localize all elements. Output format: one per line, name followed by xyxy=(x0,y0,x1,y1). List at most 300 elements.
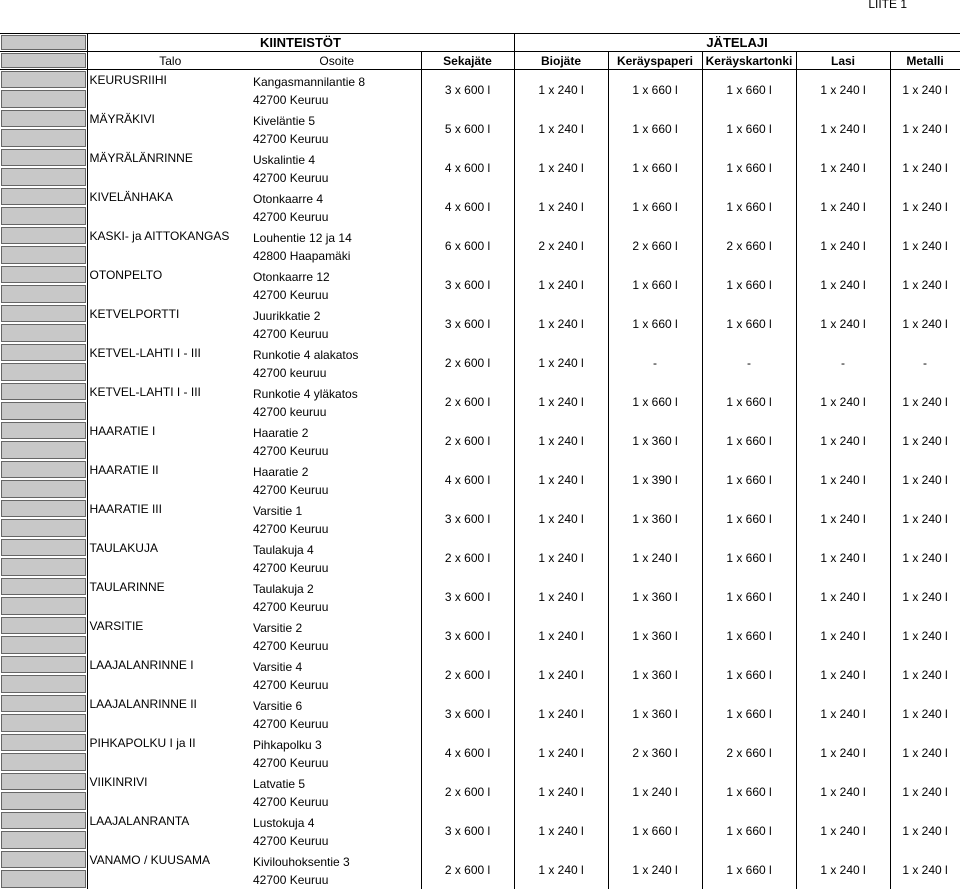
keraykartonki-cell: - xyxy=(702,343,796,382)
keraykartonki-cell: 1 x 660 l xyxy=(702,811,796,850)
column-header-talo: Talo xyxy=(87,52,253,70)
metalli-cell: 1 x 240 l xyxy=(890,655,960,694)
lasi-cell: 1 x 240 l xyxy=(796,616,890,655)
lasi-cell: 1 x 240 l xyxy=(796,577,890,616)
talo-cell: KETVEL-LAHTI I - III xyxy=(87,382,253,421)
side-cell xyxy=(0,694,87,733)
sekajate-cell: 4 x 600 l xyxy=(421,148,514,187)
keraykartonki-cell: 1 x 660 l xyxy=(702,109,796,148)
osoite-cell xyxy=(253,694,421,733)
metalli-cell: 1 x 240 l xyxy=(890,70,960,110)
biojate-cell: 1 x 240 l xyxy=(514,538,608,577)
side-header-cell xyxy=(0,34,87,52)
table-row xyxy=(0,850,960,889)
group-header-jatelaji: JÄTELAJI xyxy=(514,34,960,52)
row-marker xyxy=(1,305,86,322)
biojate-cell: 1 x 240 l xyxy=(514,811,608,850)
row-marker xyxy=(1,578,86,595)
metalli-cell: 1 x 240 l xyxy=(890,226,960,265)
talo-cell: TAULARINNE xyxy=(87,577,253,616)
keraypaperi-cell: 1 x 360 l xyxy=(608,616,702,655)
postal-city: 42700 Keuruu xyxy=(253,598,421,616)
postal-city: 42700 keuruu xyxy=(253,403,421,421)
sekajate-cell: 3 x 600 l xyxy=(421,694,514,733)
sekajate-cell: 2 x 600 l xyxy=(421,421,514,460)
keraypaperi-cell: 1 x 660 l xyxy=(608,148,702,187)
metalli-cell: 1 x 240 l xyxy=(890,421,960,460)
metalli-cell: 1 x 240 l xyxy=(890,382,960,421)
postal-city: 42700 Keuruu xyxy=(253,832,421,850)
row-marker xyxy=(1,636,86,654)
row-marker xyxy=(1,870,86,888)
column-header-biojate: Biojäte xyxy=(514,52,608,70)
side-cell xyxy=(0,148,87,187)
row-marker xyxy=(1,227,86,244)
header-group-row xyxy=(0,34,960,52)
lasi-cell: 1 x 240 l xyxy=(796,421,890,460)
metalli-cell: 1 x 240 l xyxy=(890,811,960,850)
postal-city: 42700 Keuruu xyxy=(253,169,421,187)
row-marker xyxy=(1,324,86,342)
postal-city: 42800 Haapamäki xyxy=(253,247,421,265)
biojate-cell: 1 x 240 l xyxy=(514,304,608,343)
biojate-cell: 1 x 240 l xyxy=(514,694,608,733)
row-marker xyxy=(1,695,86,712)
sekajate-cell: 4 x 600 l xyxy=(421,187,514,226)
row-marker xyxy=(1,480,86,498)
lasi-cell: 1 x 240 l xyxy=(796,460,890,499)
sekajate-cell: 4 x 600 l xyxy=(421,460,514,499)
metalli-cell: 1 x 240 l xyxy=(890,694,960,733)
keraypaperi-cell: 2 x 360 l xyxy=(608,733,702,772)
keraypaperi-cell: 1 x 660 l xyxy=(608,187,702,226)
sekajate-cell: 2 x 600 l xyxy=(421,850,514,889)
lasi-cell: 1 x 240 l xyxy=(796,304,890,343)
osoite-cell xyxy=(253,421,421,460)
street-address: Varsitie 2 xyxy=(253,619,421,637)
osoite-cell xyxy=(253,811,421,850)
keraykartonki-cell: 2 x 660 l xyxy=(702,733,796,772)
metalli-cell: - xyxy=(890,343,960,382)
sekajate-cell: 2 x 600 l xyxy=(421,655,514,694)
biojate-cell: 1 x 240 l xyxy=(514,772,608,811)
lasi-cell: 1 x 240 l xyxy=(796,733,890,772)
street-address: Varsitie 4 xyxy=(253,658,421,676)
table-row xyxy=(0,265,960,304)
sekajate-cell: 3 x 600 l xyxy=(421,70,514,110)
lasi-cell: 1 x 240 l xyxy=(796,772,890,811)
row-marker xyxy=(1,422,86,439)
biojate-cell: 1 x 240 l xyxy=(514,148,608,187)
sekajate-cell: 2 x 600 l xyxy=(421,343,514,382)
sekajate-cell: 2 x 600 l xyxy=(421,538,514,577)
keraykartonki-cell: 1 x 660 l xyxy=(702,772,796,811)
column-header-keraykartonki: Keräyskartonki xyxy=(702,52,796,70)
lasi-cell: 1 x 240 l xyxy=(796,187,890,226)
postal-city: 42700 Keuruu xyxy=(253,715,421,733)
table-row xyxy=(0,733,960,772)
biojate-cell: 1 x 240 l xyxy=(514,850,608,889)
row-marker xyxy=(1,344,86,361)
side-cell xyxy=(0,733,87,772)
keraypaperi-cell: 1 x 360 l xyxy=(608,694,702,733)
keraypaperi-cell: 1 x 240 l xyxy=(608,538,702,577)
sekajate-cell: 3 x 600 l xyxy=(421,811,514,850)
row-marker xyxy=(1,188,86,205)
row-marker xyxy=(1,168,86,186)
talo-cell: VIIKINRIVI xyxy=(87,772,253,811)
talo-cell: LAAJALANRINNE II xyxy=(87,694,253,733)
metalli-cell: 1 x 240 l xyxy=(890,499,960,538)
metalli-cell: 1 x 240 l xyxy=(890,148,960,187)
metalli-cell: 1 x 240 l xyxy=(890,109,960,148)
keraykartonki-cell: 1 x 660 l xyxy=(702,382,796,421)
osoite-cell xyxy=(253,538,421,577)
street-address: Varsitie 1 xyxy=(253,502,421,520)
row-marker xyxy=(1,363,86,381)
talo-cell: TAULAKUJA xyxy=(87,538,253,577)
table-row xyxy=(0,343,960,382)
table-row xyxy=(0,148,960,187)
street-address: Uskalintie 4 xyxy=(253,151,421,169)
keraykartonki-cell: 1 x 660 l xyxy=(702,70,796,110)
osoite-cell xyxy=(253,460,421,499)
side-cell xyxy=(0,499,87,538)
talo-cell: LAAJALANRANTA xyxy=(87,811,253,850)
biojate-cell: 2 x 240 l xyxy=(514,226,608,265)
row-marker xyxy=(1,812,86,829)
street-address: Taulakuja 2 xyxy=(253,580,421,598)
postal-city: 42700 Keuruu xyxy=(253,286,421,304)
street-address: Latvatie 5 xyxy=(253,775,421,793)
row-marker xyxy=(1,617,86,634)
lasi-cell: - xyxy=(796,343,890,382)
row-marker xyxy=(1,53,86,68)
street-address: Runkotie 4 alakatos xyxy=(253,346,421,364)
metalli-cell: 1 x 240 l xyxy=(890,772,960,811)
side-cell xyxy=(0,421,87,460)
table-row xyxy=(0,460,960,499)
metalli-cell: 1 x 240 l xyxy=(890,577,960,616)
keraykartonki-cell: 1 x 660 l xyxy=(702,265,796,304)
sekajate-cell: 2 x 600 l xyxy=(421,772,514,811)
table-row xyxy=(0,811,960,850)
row-marker xyxy=(1,753,86,771)
postal-city: 42700 Keuruu xyxy=(253,637,421,655)
row-marker xyxy=(1,461,86,478)
sekajate-cell: 3 x 600 l xyxy=(421,265,514,304)
side-cell xyxy=(0,616,87,655)
talo-cell: VANAMO / KUUSAMA xyxy=(87,850,253,889)
row-marker xyxy=(1,149,86,166)
postal-city: 42700 Keuruu xyxy=(253,442,421,460)
sekajate-cell: 3 x 600 l xyxy=(421,577,514,616)
biojate-cell: 1 x 240 l xyxy=(514,460,608,499)
metalli-cell: 1 x 240 l xyxy=(890,850,960,889)
column-header-lasi: Lasi xyxy=(796,52,890,70)
postal-city: 42700 Keuruu xyxy=(253,676,421,694)
osoite-cell xyxy=(253,382,421,421)
osoite-cell xyxy=(253,304,421,343)
keraykartonki-cell: 1 x 660 l xyxy=(702,304,796,343)
osoite-cell xyxy=(253,772,421,811)
biojate-cell: 1 x 240 l xyxy=(514,616,608,655)
keraypaperi-cell: 1 x 240 l xyxy=(608,850,702,889)
postal-city: 42700 Keuruu xyxy=(253,754,421,772)
sekajate-cell: 3 x 600 l xyxy=(421,616,514,655)
keraypaperi-cell: 1 x 660 l xyxy=(608,265,702,304)
row-marker xyxy=(1,207,86,225)
table-row xyxy=(0,382,960,421)
side-cell xyxy=(0,460,87,499)
sekajate-cell: 4 x 600 l xyxy=(421,733,514,772)
osoite-cell xyxy=(253,655,421,694)
side-cell xyxy=(0,850,87,889)
table-row xyxy=(0,226,960,265)
talo-cell: PIHKAPOLKU I ja II xyxy=(87,733,253,772)
talo-cell: OTONPELTO xyxy=(87,265,253,304)
postal-city: 42700 Keuruu xyxy=(253,91,421,109)
column-header-keraypaperi: Keräyspaperi xyxy=(608,52,702,70)
table-row xyxy=(0,694,960,733)
side-cell xyxy=(0,304,87,343)
keraypaperi-cell: 1 x 660 l xyxy=(608,304,702,343)
biojate-cell: 1 x 240 l xyxy=(514,421,608,460)
postal-city: 42700 Keuruu xyxy=(253,481,421,499)
street-address: Louhentie 12 ja 14 xyxy=(253,229,421,247)
street-address: Otonkaarre 4 xyxy=(253,190,421,208)
keraypaperi-cell: 1 x 660 l xyxy=(608,382,702,421)
row-marker xyxy=(1,714,86,732)
side-cell xyxy=(0,226,87,265)
row-marker xyxy=(1,402,86,420)
row-marker xyxy=(1,851,86,868)
row-marker xyxy=(1,519,86,537)
keraykartonki-cell: 1 x 660 l xyxy=(702,187,796,226)
talo-cell: MÄYRÄKIVI xyxy=(87,109,253,148)
postal-city: 42700 Keuruu xyxy=(253,520,421,538)
keraypaperi-cell: 1 x 660 l xyxy=(608,109,702,148)
talo-cell: KEURUSRIIHI xyxy=(87,70,253,110)
side-cell xyxy=(0,187,87,226)
keraypaperi-cell: 1 x 360 l xyxy=(608,655,702,694)
keraypaperi-cell: 1 x 390 l xyxy=(608,460,702,499)
side-header-cell xyxy=(0,52,87,70)
keraykartonki-cell: 2 x 660 l xyxy=(702,226,796,265)
postal-city: 42700 Keuruu xyxy=(253,559,421,577)
side-cell xyxy=(0,538,87,577)
lasi-cell: 1 x 240 l xyxy=(796,382,890,421)
osoite-cell xyxy=(253,850,421,889)
metalli-cell: 1 x 240 l xyxy=(890,304,960,343)
column-header-metalli: Metalli xyxy=(890,52,960,70)
row-marker xyxy=(1,773,86,790)
lasi-cell: 1 x 240 l xyxy=(796,694,890,733)
postal-city: 42700 Keuruu xyxy=(253,793,421,811)
keraypaperi-cell: 1 x 360 l xyxy=(608,577,702,616)
biojate-cell: 1 x 240 l xyxy=(514,187,608,226)
biojate-cell: 1 x 240 l xyxy=(514,109,608,148)
osoite-cell xyxy=(253,70,421,110)
biojate-cell: 1 x 240 l xyxy=(514,733,608,772)
talo-cell: HAARATIE III xyxy=(87,499,253,538)
row-marker xyxy=(1,266,86,283)
talo-cell: HAARATIE II xyxy=(87,460,253,499)
keraykartonki-cell: 1 x 660 l xyxy=(702,148,796,187)
row-marker xyxy=(1,656,86,673)
talo-cell: KASKI- ja AITTOKANGAS xyxy=(87,226,253,265)
talo-cell: KETVELPORTTI xyxy=(87,304,253,343)
side-cell xyxy=(0,70,87,110)
row-marker xyxy=(1,71,86,88)
lasi-cell: 1 x 240 l xyxy=(796,265,890,304)
keraypaperi-cell: 1 x 360 l xyxy=(608,421,702,460)
metalli-cell: 1 x 240 l xyxy=(890,187,960,226)
table-row xyxy=(0,70,960,110)
sekajate-cell: 5 x 600 l xyxy=(421,109,514,148)
keraykartonki-cell: 1 x 660 l xyxy=(702,538,796,577)
row-marker xyxy=(1,90,86,108)
talo-cell: KIVELÄNHAKA xyxy=(87,187,253,226)
row-marker xyxy=(1,792,86,810)
row-marker xyxy=(1,110,86,127)
osoite-cell xyxy=(253,265,421,304)
street-address: Haaratie 2 xyxy=(253,463,421,481)
keraypaperi-cell: 1 x 660 l xyxy=(608,811,702,850)
lasi-cell: 1 x 240 l xyxy=(796,538,890,577)
keraypaperi-cell: 2 x 660 l xyxy=(608,226,702,265)
street-address: Kiveläntie 5 xyxy=(253,112,421,130)
column-header-osoite: Osoite xyxy=(253,52,421,70)
keraykartonki-cell: 1 x 660 l xyxy=(702,577,796,616)
row-marker xyxy=(1,734,86,751)
osoite-cell xyxy=(253,187,421,226)
table-row xyxy=(0,421,960,460)
table-row xyxy=(0,772,960,811)
biojate-cell: 1 x 240 l xyxy=(514,382,608,421)
side-cell xyxy=(0,811,87,850)
table-row xyxy=(0,499,960,538)
row-marker xyxy=(1,539,86,556)
keraykartonki-cell: 1 x 660 l xyxy=(702,460,796,499)
side-cell xyxy=(0,343,87,382)
talo-cell: MÄYRÄLÄNRINNE xyxy=(87,148,253,187)
osoite-cell xyxy=(253,499,421,538)
biojate-cell: 1 x 240 l xyxy=(514,577,608,616)
table-row xyxy=(0,655,960,694)
side-cell xyxy=(0,577,87,616)
street-address: Juurikkatie 2 xyxy=(253,307,421,325)
row-marker xyxy=(1,558,86,576)
side-cell xyxy=(0,382,87,421)
row-marker xyxy=(1,285,86,303)
table-row xyxy=(0,616,960,655)
keraykartonki-cell: 1 x 660 l xyxy=(702,850,796,889)
metalli-cell: 1 x 240 l xyxy=(890,538,960,577)
row-marker xyxy=(1,500,86,517)
sekajate-cell: 2 x 600 l xyxy=(421,382,514,421)
lasi-cell: 1 x 240 l xyxy=(796,70,890,110)
postal-city: 42700 Keuruu xyxy=(253,871,421,889)
side-cell xyxy=(0,655,87,694)
page-label: LIITE 1 xyxy=(868,0,907,11)
lasi-cell: 1 x 240 l xyxy=(796,811,890,850)
talo-cell: VARSITIE xyxy=(87,616,253,655)
street-address: Otonkaarre 12 xyxy=(253,268,421,286)
column-header-sekajate: Sekajäte xyxy=(421,52,514,70)
postal-city: 42700 Keuruu xyxy=(253,208,421,226)
metalli-cell: 1 x 240 l xyxy=(890,616,960,655)
talo-cell: HAARATIE I xyxy=(87,421,253,460)
biojate-cell: 1 x 240 l xyxy=(514,70,608,110)
biojate-cell: 1 x 240 l xyxy=(514,655,608,694)
header-column-row xyxy=(0,52,960,70)
talo-cell: LAAJALANRINNE I xyxy=(87,655,253,694)
talo-cell: KETVEL-LAHTI I - III xyxy=(87,343,253,382)
row-marker xyxy=(1,35,86,50)
sekajate-cell: 3 x 600 l xyxy=(421,499,514,538)
postal-city: 42700 keuruu xyxy=(253,364,421,382)
osoite-cell xyxy=(253,226,421,265)
keraykartonki-cell: 1 x 660 l xyxy=(702,421,796,460)
side-cell xyxy=(0,265,87,304)
postal-city: 42700 Keuruu xyxy=(253,325,421,343)
street-address: Kangasmannilantie 8 xyxy=(253,73,421,91)
lasi-cell: 1 x 240 l xyxy=(796,226,890,265)
side-cell xyxy=(0,109,87,148)
keraykartonki-cell: 1 x 660 l xyxy=(702,499,796,538)
table-row xyxy=(0,538,960,577)
table-row xyxy=(0,109,960,148)
street-address: Runkotie 4 yläkatos xyxy=(253,385,421,403)
postal-city: 42700 Keuruu xyxy=(253,130,421,148)
keraykartonki-cell: 1 x 660 l xyxy=(702,616,796,655)
table-row xyxy=(0,577,960,616)
waste-table xyxy=(0,33,960,889)
row-marker xyxy=(1,675,86,693)
row-marker xyxy=(1,129,86,147)
table-body xyxy=(0,70,960,889)
osoite-cell xyxy=(253,616,421,655)
row-marker xyxy=(1,831,86,849)
sekajate-cell: 3 x 600 l xyxy=(421,304,514,343)
side-cell xyxy=(0,772,87,811)
sekajate-cell: 6 x 600 l xyxy=(421,226,514,265)
street-address: Lustokuja 4 xyxy=(253,814,421,832)
street-address: Haaratie 2 xyxy=(253,424,421,442)
keraykartonki-cell: 1 x 660 l xyxy=(702,694,796,733)
metalli-cell: 1 x 240 l xyxy=(890,265,960,304)
row-marker xyxy=(1,383,86,400)
street-address: Pihkapolku 3 xyxy=(253,736,421,754)
keraypaperi-cell: 1 x 360 l xyxy=(608,499,702,538)
osoite-cell xyxy=(253,733,421,772)
metalli-cell: 1 x 240 l xyxy=(890,460,960,499)
biojate-cell: 1 x 240 l xyxy=(514,343,608,382)
table-row xyxy=(0,304,960,343)
group-header-kiinteistot: KIINTEISTÖT xyxy=(87,34,514,52)
osoite-cell xyxy=(253,109,421,148)
lasi-cell: 1 x 240 l xyxy=(796,850,890,889)
osoite-cell xyxy=(253,577,421,616)
row-marker xyxy=(1,441,86,459)
biojate-cell: 1 x 240 l xyxy=(514,499,608,538)
lasi-cell: 1 x 240 l xyxy=(796,148,890,187)
street-address: Taulakuja 4 xyxy=(253,541,421,559)
row-marker xyxy=(1,246,86,264)
keraypaperi-cell: 1 x 240 l xyxy=(608,772,702,811)
lasi-cell: 1 x 240 l xyxy=(796,655,890,694)
